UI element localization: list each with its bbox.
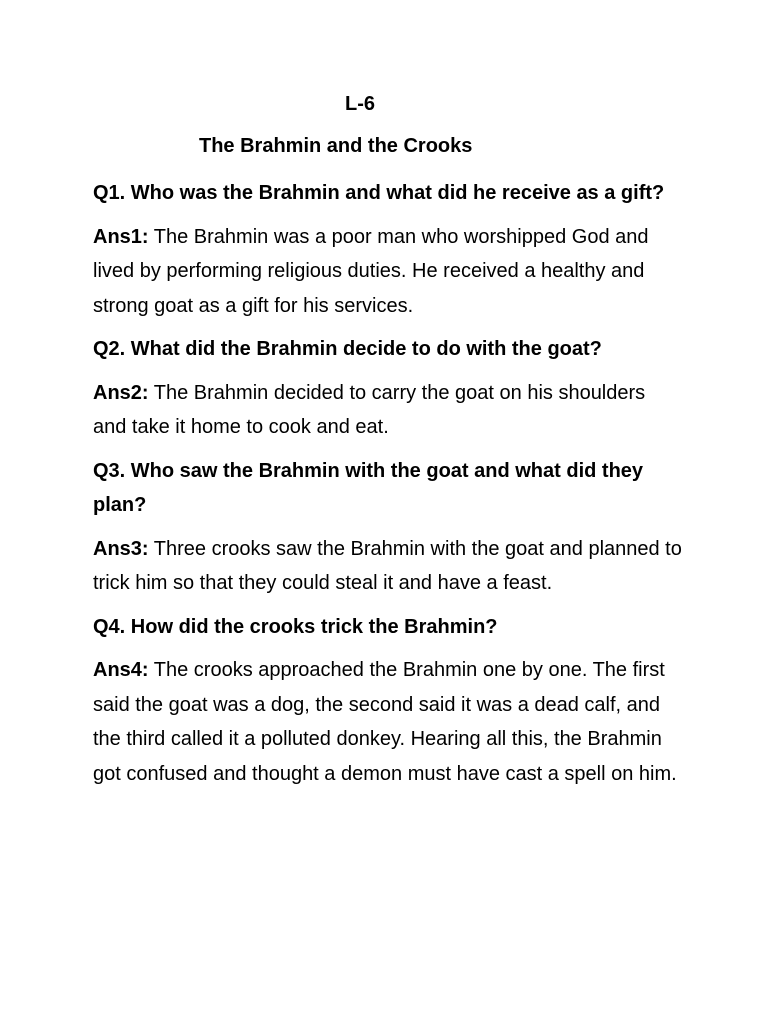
- answer-2: [93, 376, 683, 445]
- qa-content: [93, 176, 683, 800]
- question-1: Q1. Who was the Brahmin and what did he receive as a gift?: [93, 182, 665, 204]
- answer-1: [93, 220, 683, 324]
- question-2: Q2. What did the Brahmin decide to do with the goat?: [93, 338, 602, 360]
- answer-1-text: The Brahmin was a poor man who worshipped God and lived by performing religious duties. He received a healthy and strong goat as a gift for his services.: [93, 225, 649, 317]
- answer-4: [93, 653, 683, 791]
- lesson-number: L-6: [345, 93, 375, 115]
- answer-3-label: Ans3:: [93, 537, 149, 560]
- question-4: Q4. How did the crooks trick the Brahmin?: [93, 615, 498, 638]
- answer-3-text: Three crooks saw the Brahmin with the goat and planned to trick him so that they could steal it and have a feast.: [93, 537, 682, 594]
- answer-4-text: The crooks approached the Brahmin one by one. The first said the goat was a dog, the second said it was a dead calf, and the third called it a polluted donkey. Hearing all this, the Brahmin got confused and thought a demon must have cast a spell on him.: [93, 659, 677, 785]
- question-3: Q3. Who saw the Brahmin with the goat and what did they plan?: [93, 459, 644, 516]
- page-title: The Brahmin and the Crooks: [199, 135, 473, 157]
- answer-3: [93, 532, 683, 601]
- answer-2-label: Ans2:: [93, 381, 149, 404]
- answer-2-text: The Brahmin decided to carry the goat on his shoulders and take it home to cook and eat.: [93, 381, 646, 438]
- answer-4-label: Ans4:: [93, 659, 149, 681]
- answer-1-label: Ans1:: [93, 225, 149, 248]
